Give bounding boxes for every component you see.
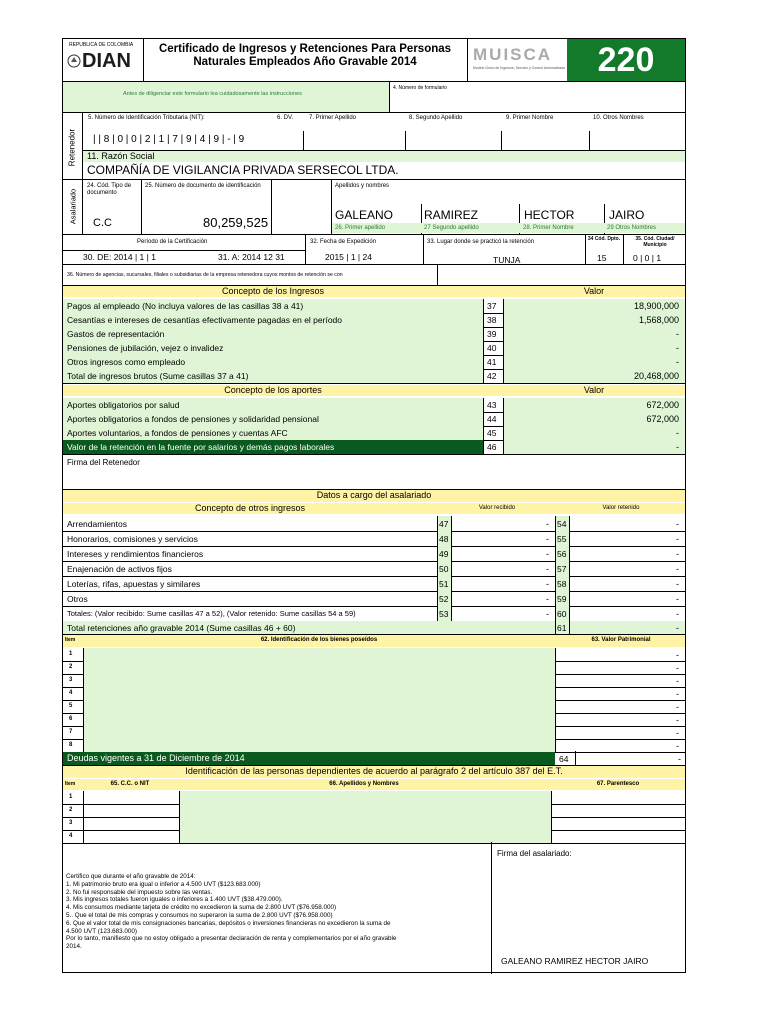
box-number: 49 [439,549,449,559]
deudas-value: - [678,754,681,764]
label-11: 11. Razón Social [87,151,155,161]
col-line [83,661,84,674]
item-number: 2 [69,664,73,670]
doc-number: 80,259,525 [203,215,269,230]
col-line [503,440,504,454]
concept-label: Gastos de representación [67,329,165,339]
form-title [145,43,465,69]
razon-social: COMPAÑÍA DE VIGILANCIA PRIVADA SERSECOL LTDA. [87,163,399,177]
muisca-subtitle: Modelo Único de Ingresos, Servicio y Control Automatizado [473,66,566,70]
title-line-2: Naturales Empleados Año Gravable 2014 [193,56,417,68]
concept-label: Otros ingresos como empleado [67,357,186,367]
col-line [179,830,180,843]
value-cell: 18,900,000 [633,301,679,311]
concept-label: Cesantías e intereses de cesantías efectivamente pagadas en el período [67,315,343,325]
col-line [555,648,556,661]
asalariado-section-header: Datos a cargo del asalariado [63,490,685,502]
col-line [551,830,552,843]
dependiente-band [179,804,551,817]
col-line [451,531,452,546]
box-number: 41 [487,357,497,367]
value-cell: 672,000 [646,414,679,424]
col-line [483,369,484,383]
certifico-line: 2. No fui responsable del impuesto sobre las ventas. [66,888,213,896]
col-line [555,700,556,713]
retenedor-side-label: Retenedor [67,128,77,167]
firma-asalariado-nombre: GALEANO RAMIREZ HECTOR JAIRO [501,956,649,966]
col-line [503,313,504,327]
col-line [555,516,556,531]
label-6: 6. DV. [277,115,294,121]
bien-band [83,648,555,661]
col-line [451,576,452,591]
bien-band [83,687,555,700]
col-line [555,687,556,700]
doc-type: C.C [93,217,112,229]
col-line [555,591,556,606]
col-line [437,516,438,531]
item-number: 4 [69,690,73,696]
row-line [63,383,685,384]
certifico-line: 3. Mis ingresos totales fueron iguales o inferiores a 1.400 UVT ($38.479.000). [66,896,283,904]
col-line [569,546,570,561]
valor-retenido: - [676,549,679,559]
col-line [451,516,452,531]
box-number: 47 [439,519,449,529]
col-line [569,531,570,546]
box-number: 48 [439,534,449,544]
box-number: 46 [487,442,497,452]
valor-retenido: - [676,564,679,574]
valor-retenido: - [676,519,679,529]
firma-asalariado-label: Firma del asalariado: [497,849,572,858]
certifico-line: 2014. [66,943,82,951]
box-number: 38 [487,315,497,325]
instructions-text: Antes de diligenciar este formulario lea cuidadosamente las instrucciones [123,91,302,97]
item-number: 4 [69,833,73,839]
label-33: 33. Lugar donde se practicó la retención [427,239,535,245]
dependiente-band [179,791,551,804]
valor-retenido: - [676,594,679,604]
col-line [451,606,452,621]
col-line [451,546,452,561]
col-line [503,327,504,341]
col-line [437,546,438,561]
box-number: 44 [487,414,497,424]
col-line [437,606,438,621]
box-number: 43 [487,400,497,410]
republic-label: REPUBLICA DE COLOMBIA [69,42,134,48]
bien-band [83,700,555,713]
form-number: 220 [597,41,655,79]
valor-recibido: - [546,534,549,544]
label-29: 29 Otros Nombres [607,225,657,231]
value-cell: 1,568,000 [638,315,679,325]
bienes-header: Item 62. Identificación de los bienes poseídos 63. Valor Patrimonial [63,635,685,647]
col-line [83,700,84,713]
concept-label: Aportes obligatorios a fondos de pensiones y solidaridad pensional [67,414,319,424]
otros-label: Intereses y rendimientos financieros [67,549,204,559]
valor-retenido: - [676,579,679,589]
label-34: 34 Cód. Dpto. [587,236,621,242]
row-line [63,606,685,607]
periodo-a: 31. A: 2014 12 31 [218,252,285,262]
valor-retenido: - [676,534,679,544]
box-number: 56 [557,549,567,559]
bien-band [83,713,555,726]
col-line [503,412,504,426]
form-number-box [567,39,685,81]
box-number: 53 [439,609,449,619]
total-retenciones-label: Total retenciones año gravable 2014 (Sume casillas 46 + 60) [67,623,296,633]
value-cell: 20,468,000 [633,371,679,381]
valor-patrimonial: - [676,741,679,751]
label-25: 25. Número de documento de identificación [145,183,261,189]
col-line [83,713,84,726]
col-line [555,674,556,687]
valor-recibido: - [546,564,549,574]
otros-label: Otros [67,594,88,604]
otros-label: Loterías, rifas, apuestas y similares [67,579,201,589]
col-line [437,561,438,576]
box-number: 60 [557,609,567,619]
muisca-logo [471,45,565,77]
certifico-line: 1. Mi patrimonio bruto era igual o inferior a 4.500 UVT ($123.683.000) [66,880,261,888]
col-line [503,398,504,412]
col-line [451,591,452,606]
col-line [569,561,570,576]
certifico-line: 5.. Que el total de mis compras y consumos no superaron la suma de 2.800 UVT ($76.958.000) [66,912,333,919]
primer-nombre: HECTOR [524,208,575,222]
item-number: 3 [69,677,73,683]
col-line [179,804,180,817]
valor-recibido: - [546,594,549,604]
col-line [83,674,84,687]
col-line [569,621,570,634]
box-number: 40 [487,343,497,353]
otros-label: Honorarios, comisiones y servicios [67,534,198,544]
value-cell: - [676,428,679,438]
col-line [179,791,180,804]
label-36: 36. Número de agencias, sucursales, filiales o subsidiarias de la empresa retenedora cuyos montos de retención se con [67,272,343,278]
box-number: 45 [487,428,497,438]
deudas-row: Deudas vigentes a 31 de Diciembre de 2014 [63,752,555,765]
label-26: 26. Primer apellido [335,225,386,231]
col-line [83,726,84,739]
col-line [83,648,84,661]
col-line [483,398,484,412]
box-number: 57 [557,564,567,574]
valor-patrimonial: - [676,689,679,699]
col-line [83,830,84,843]
box-number: 58 [557,579,567,589]
dian-wordmark: DIAN [82,50,131,72]
valor-patrimonial: - [676,702,679,712]
cod-municipio: 0 | 0 | 1 [633,253,662,263]
concept-label: Aportes voluntarios, a fondos de pensiones y cuentas AFC [67,428,288,438]
periodo-de: 30. DE: 2014 | 1 | 1 [83,252,156,262]
concept-label: Valor de la retención en la fuente por salarios y demás pagos laborales [67,442,335,452]
col-line [83,817,84,830]
certificate-form [62,38,686,973]
col-line [551,804,552,817]
item-number: 8 [69,742,73,748]
row-line [63,454,685,455]
col-line [569,606,570,621]
box-number: 52 [439,594,449,604]
col-line [437,576,438,591]
cod-dpto: 15 [597,253,607,263]
valor-retenido: - [676,609,679,619]
concept-label: Pagos al empleado (No incluya valores de las casillas 38 a 41) [67,301,304,311]
box-number: 39 [487,329,497,339]
label-5: 5. Número de Identificación Tributaria (NIT): [88,115,205,121]
valor-patrimonial: - [676,676,679,686]
label-8: 8. Segundo Apellido [409,115,463,121]
col-line [483,440,484,454]
box-number: 55 [557,534,567,544]
apellidos-label: Apellidos y nombres [335,183,390,189]
box-number: 59 [557,594,567,604]
otros-header: Concepto de otros ingresos Valor recibido Valor retenido [63,503,685,514]
col-line [483,412,484,426]
certifico-line: Certifico que durante el año gravable de 2014: [66,873,196,880]
label-35: 35. Cód. Ciudad/ Municipio [635,236,675,248]
label-24: 24. Cód. Tipo de documento [87,183,132,196]
segundo-apellido: RAMIREZ [424,208,478,222]
box-number: 54 [557,519,567,529]
col-line [569,516,570,531]
label-9: 9. Primer Nombre [506,115,554,121]
col-line [483,426,484,440]
col-line [555,621,556,634]
label-27: 27 Segundo apellido [424,225,479,231]
box-number: 42 [487,371,497,381]
box-number: 50 [439,564,449,574]
seal-icon [67,53,81,69]
col-line [437,591,438,606]
muisca-wordmark: MUISCA [473,45,553,64]
asalariado-side-label: Asalariado [68,188,78,225]
label-28: 28. Primer Nombre [523,225,574,231]
fecha-expedicion: 2015 | 1 | 24 [325,252,372,262]
col-line [555,546,556,561]
item-number: 5 [69,703,73,709]
col-line [503,426,504,440]
row-line [63,546,685,547]
concept-label: Aportes obligatorios por salud [67,400,180,410]
col-line [551,791,552,804]
col-line [555,561,556,576]
valor-patrimonial: - [676,663,679,673]
deudas-box: 64 [559,754,569,764]
bien-band [83,726,555,739]
box-number: 37 [487,301,497,311]
col-line [83,804,84,817]
value-cell: - [676,329,679,339]
total-box: 61 [557,623,567,633]
item-number: 1 [69,794,73,800]
valor-patrimonial: - [676,728,679,738]
row-line [63,561,685,562]
field-4-label: 4. Número de formulario [393,85,447,91]
col-line [483,299,484,313]
firma-retenedor: Firma del Retenedor [67,458,140,467]
col-line [555,713,556,726]
col-line [503,341,504,355]
bien-band [83,739,555,752]
otros-nombres: JAIRO [609,208,645,222]
value-cell: - [676,343,679,353]
label-7: 7. Primer Apellido [309,115,357,121]
col-line [483,341,484,355]
dependientes-title: Identificación de las personas dependientes de acuerdo al parágrafo 2 del artículo 387 del E.T. [63,766,685,778]
col-line [83,791,84,804]
col-line [83,739,84,752]
col-line [555,726,556,739]
box-number: 51 [439,579,449,589]
bien-band [83,661,555,674]
col-line [483,327,484,341]
row-line [63,843,685,844]
lugar-retencion: TUNJA [493,255,521,265]
dependientes-header: Item 65. C.C. o NIT 66. Apellidos y Nombres 67. Parentesco [63,779,685,790]
total-value: - [676,623,679,633]
col-line [83,687,84,700]
value-cell: - [676,442,679,452]
certifico-line: 4. Mis consumos mediante tarjeta de crédito no excedieron la suma de 2.800 UVT ($76.958.000) [66,904,337,912]
col-line [437,531,438,546]
col-line [503,299,504,313]
dependiente-band [179,830,551,843]
otros-label: Enajenación de activos fijos [67,564,172,574]
ingresos-header: Concepto de los Ingresos Valor [63,286,685,297]
otros-label: Arrendamientos [67,519,128,529]
col-line [179,817,180,830]
certifico-line: 6. Que el valor total de mis consignaciones bancarias, depósitos o inversiones financieras no excedieron la suma de [66,919,391,927]
col-line [483,355,484,369]
valor-recibido: - [546,549,549,559]
bien-band [83,674,555,687]
col-line [483,313,484,327]
col-line [503,369,504,383]
item-number: 3 [69,820,73,826]
col-line [555,739,556,752]
col-line [569,591,570,606]
concept-label: Total de ingresos brutos (Sume casillas 37 a 41) [67,371,249,381]
valor-patrimonial: - [676,715,679,725]
col-line [555,661,556,674]
nit-value: | | 8 | 0 | 0 | 2 | 1 | 7 | 9 | 4 | 9 | - | 9 [93,134,245,145]
col-line [503,355,504,369]
col-line [555,576,556,591]
certifico-line: 4.500 UVT (123.683.000) [66,927,137,935]
col-line [569,576,570,591]
col-line [451,561,452,576]
dependiente-band [179,817,551,830]
valor-recibido: - [546,609,549,619]
certifico-line: Por lo tanto, manifiesto que no estoy obligado a presentar declaración de renta y complementarios por el año gravable [66,935,397,943]
periodo-label: Período de la Certificación [137,239,208,245]
dian-logo [65,41,141,79]
item-number: 1 [69,651,73,657]
concept-label: Pensiones de jubilación, vejez o invalidez [67,343,224,353]
label-32: 32. Fecha de Expedición [310,239,377,245]
item-number: 7 [69,729,73,735]
col-line [555,606,556,621]
value-cell: - [676,357,679,367]
valor-recibido: - [546,579,549,589]
otros-label: Totales: (Valor recibido: Sume casillas 47 a 52), (Valor retenido: Sume casillas 54 a 59) [67,609,356,618]
item-number: 2 [69,807,73,813]
row-line [63,591,685,592]
title-line-1: Certificado de Ingresos y Retenciones Para Personas [158,43,452,55]
aportes-header: Concepto de los aportes Valor [63,385,685,396]
valor-patrimonial: - [676,650,679,660]
valor-recibido: - [546,519,549,529]
col-line [555,531,556,546]
value-cell: 672,000 [646,400,679,410]
item-number: 6 [69,716,73,722]
row-line [63,576,685,577]
row-line [63,531,685,532]
label-10: 10. Otros Nombres [593,115,644,121]
col-line [551,817,552,830]
primer-apellido: GALEANO [335,208,394,222]
